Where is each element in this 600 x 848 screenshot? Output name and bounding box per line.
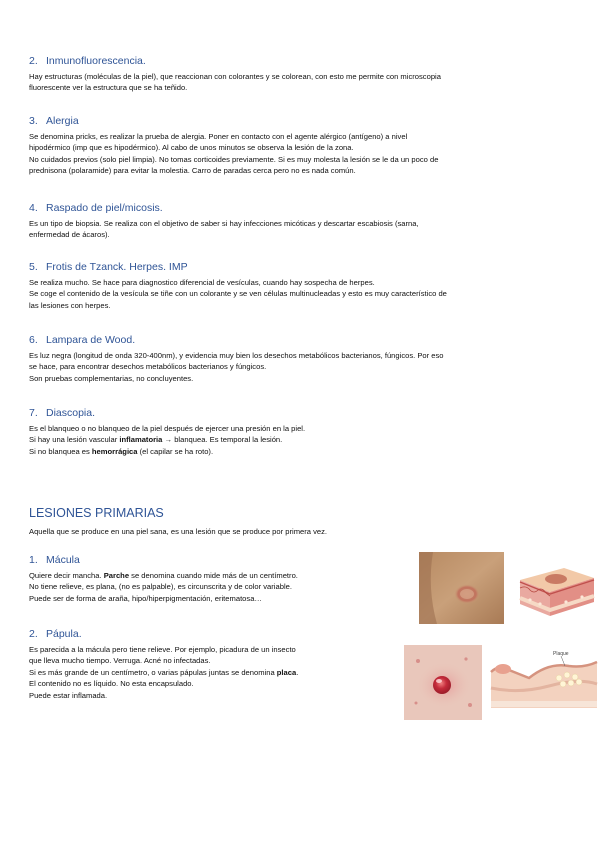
paragraph-line: Se coge el contenido de la vesícula se tiñe con un colorante y se ven células multinucleadas y esto es muy característico de [29, 289, 447, 299]
macula-skin-diagram [514, 552, 598, 624]
paragraph-line: Aquella que se produce en una piel sana, es una lesión que se produce por primera vez. [29, 527, 328, 536]
section-heading: 2. Inmunofluorescencia. [29, 55, 146, 67]
paragraph-line: Se denomina pricks, es realizar la prueba de alergia. Poner en contacto con el agente alérgico (antígeno) a nivel [29, 132, 408, 141]
paragraph-line: Hay estructuras (moléculas de la piel), que reaccionan con colorantes y se colorean, con esto me permite con microscopia [29, 72, 441, 81]
paragraph-line: Puede estar inflamada. [29, 690, 108, 700]
section-heading: 1. Mácula [29, 554, 80, 566]
paragraph-line: se hace, para encontrar desechos metabólicos bacterianos y fúngicos. [29, 362, 267, 372]
paragraph-line: hipodérmico (imp que es hipodérmico). Al cabo de unos minutos se observa la lesión de la zona. [29, 143, 354, 153]
section-heading: 2. Pápula. [29, 628, 82, 640]
section-raspado [29, 202, 589, 241]
section-heading: 5. Frotis de Tzanck. Herpes. IMP [29, 261, 188, 273]
paragraph-line: No cuidados previos (solo piel limpia). No tomas corticoides previamente. Si es muy molesta la lesión se le da un poco de [29, 154, 439, 164]
paragraph-line: No tiene relieve, es plana, (no es palpable), es circunscrita y de color variable. [29, 582, 292, 592]
paragraph-line: Es luz negra (longitud de onda 320-400nm), y evidencia muy bien los desechos metabólicos bacterianos, fúngicos. Por eso [29, 351, 444, 360]
chapter-heading: LESIONES PRIMARIAS [29, 506, 164, 520]
paragraph-line: Si no blanquea es hemorrágica (el capilar se ha roto). [29, 446, 214, 456]
section-lesiones-primarias [29, 506, 589, 537]
section-frotis-tzanck [29, 261, 589, 311]
section-heading: 4. Raspado de piel/micosis. [29, 202, 163, 214]
section-papula [29, 628, 399, 701]
paragraph-line: Es el blanqueo o no blanqueo de la piel después de ejercer una presión en la piel. [29, 424, 306, 433]
papula-skin-photo [404, 645, 482, 720]
plaque-label: Plaque [553, 651, 569, 657]
paragraph-line: Se realiza mucho. Se hace para diagnostico diferencial de vesículas, cuando hay sospecha de herpes. [29, 278, 375, 287]
papula-skin-diagram [489, 648, 599, 714]
paragraph-line: que lleva mucho tiempo. Verruga. Acné no infectadas. [29, 656, 211, 666]
section-heading: 3. Alergia [29, 115, 79, 127]
paragraph-line: Si es más grande de un centímetro, o varias pápulas juntas se denomina placa. [29, 667, 299, 677]
section-diascopia [29, 407, 589, 457]
section-inmunofluorescencia [29, 55, 589, 94]
paragraph-line: El contenido no es líquido. No esta encapsulado. [29, 679, 194, 689]
section-macula [29, 554, 399, 604]
paragraph-line: Es parecida a la mácula pero tiene relieve. Por ejemplo, picadura de un insecto [29, 645, 296, 654]
section-alergia [29, 115, 589, 177]
section-heading: 7. Diascopia. [29, 407, 96, 419]
section-heading: 6. Lampara de Wood. [29, 334, 136, 346]
paragraph-line: enfermedad de ácaros). [29, 230, 110, 240]
paragraph-line: prednisona (polaramide) para evitar la molestia. Carro de paradas cerca pero no es nada común. [29, 166, 356, 176]
paragraph-line: fluorescente ver la estructura que se ha teñido. [29, 83, 188, 93]
paragraph-line: Son pruebas complementarias, no concluyentes. [29, 373, 194, 383]
paragraph-line: las lesiones con herpes. [29, 300, 111, 310]
macula-skin-photo [419, 552, 504, 624]
paragraph-line: Quiere decir mancha. Parche se denomina cuando mide más de un centímetro. [29, 571, 298, 580]
paragraph-line: Si hay una lesión vascular inflamatoria → blanquea. Es temporal la lesión. [29, 435, 283, 445]
paragraph-line: Puede ser de forma de araña, hipo/hiperpigmentación, eritematosa… [29, 593, 263, 603]
paragraph-line: Es un tipo de biopsia. Se realiza con el objetivo de saber si hay infecciones micóticas y descartar escabiosis (sarna, [29, 219, 419, 228]
section-lampara-wood [29, 334, 589, 384]
